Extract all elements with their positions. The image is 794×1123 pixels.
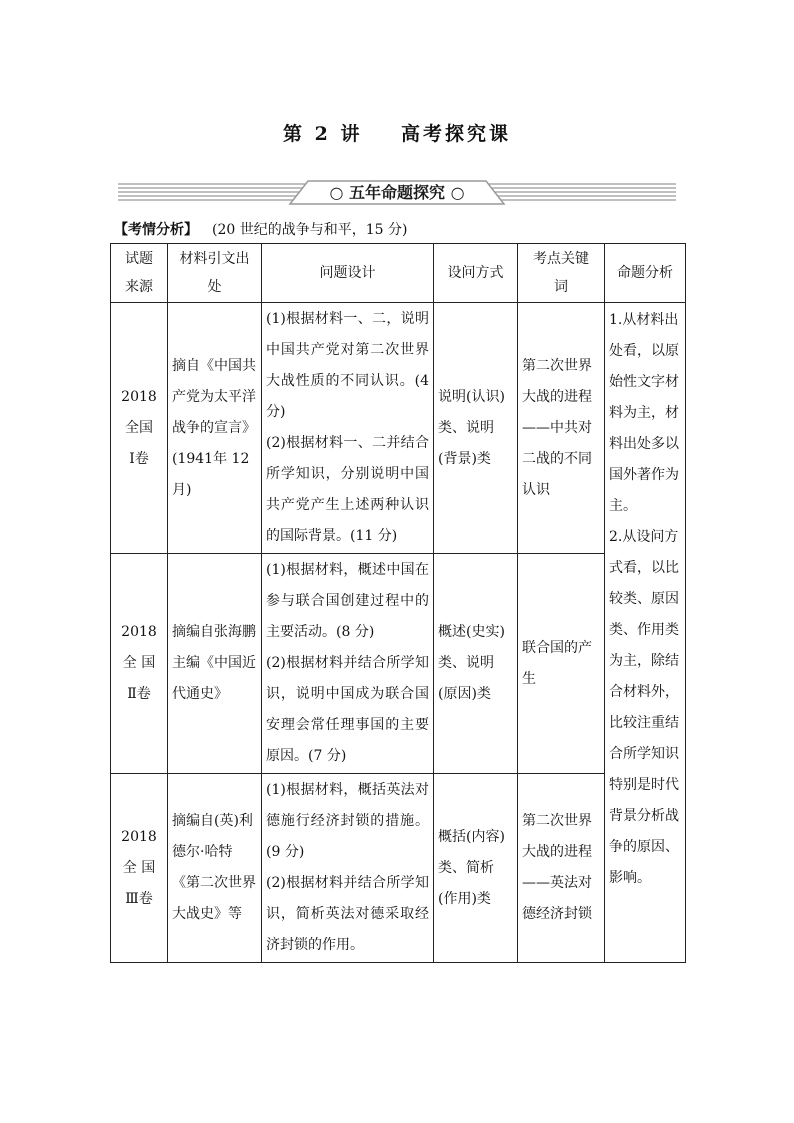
source-cell: 2018 全国 Ⅰ卷 (111, 303, 168, 554)
table-header-row (111, 244, 686, 303)
header-cell: 命题分析 (605, 244, 686, 303)
citation-cell: 摘编自(英)利德尔·哈特《第二次世界大战史》等 (168, 774, 262, 963)
table-row (111, 303, 686, 554)
citation-cell: 摘编自张海鹏主编《中国近代通史》 (168, 554, 262, 774)
banner-left-dot-icon: ○ (329, 183, 344, 202)
design-cell: (1)根据材料，概括英法对德施行经济封锁的措施。(9 分) (2)根据材料并结合所学知识，简析英法对德采取经济封锁的作用。 (262, 774, 434, 963)
exam-analysis-line (114, 219, 407, 239)
exam-analysis-text: (20 世纪的战争与和平，15 分) (212, 222, 408, 238)
analysis-cell: 1.从材料出处看，以原始性文字材料为主，材料出处多以国外著作为主。 2.从设问方式看，以比较类、原因类、作用类为主，除结合材料外，比较注重结合所学知识特别是时代背景分析战争的原因、影响。 (605, 303, 686, 963)
exam-table (110, 243, 686, 963)
table-row (111, 554, 686, 774)
keywords-cell: 第二次世界大战的进程 ——英法对德经济封锁 (518, 774, 605, 963)
header-cell: 试题 来源 (111, 244, 168, 303)
header-cell: 材料引文出 处 (168, 244, 262, 303)
page-title: 第 2 讲 高考探究课 (283, 123, 511, 145)
method-cell: 概括(内容)类、简析(作用)类 (434, 774, 518, 963)
source-cell: 2018 全 国 Ⅱ卷 (111, 554, 168, 774)
source-cell: 2018 全 国 Ⅲ卷 (111, 774, 168, 963)
keywords-cell: 第二次世界大战的进程 ——中共对二战的不同认识 (518, 303, 605, 554)
banner-title: 五年命题探究 (348, 183, 445, 202)
citation-cell: 摘自《中国共产党为太平洋战争的宣言》(1941年 12 月) (168, 303, 262, 554)
design-cell: (1)根据材料一、二，说明中国共产党对第二次世界大战性质的不同认识。(4 分) (2)根据材料一、二并结合所学知识，分别说明中国共产党产生上述两种认识的国际背景。(11 分) (262, 303, 434, 554)
keywords-cell: 联合国的产生 (518, 554, 605, 774)
header-cell: 问题设计 (262, 244, 434, 303)
design-cell: (1)根据材料，概述中国在参与联合国创建过程中的主要活动。(8 分) (2)根据材料并结合所学知识，说明中国成为联合国安理会常任理事国的主要原因。(7 分) (262, 554, 434, 774)
method-cell: 说明(认识)类、说明(背景)类 (434, 303, 518, 554)
exam-analysis-label: 【考情分析】 (114, 222, 198, 238)
table-row (111, 774, 686, 963)
section-banner (118, 180, 676, 205)
header-cell: 考点关键 词 (518, 244, 605, 303)
method-cell: 概述(史实)类、说明(原因)类 (434, 554, 518, 774)
banner-right-dot-icon: ○ (450, 183, 465, 202)
header-cell: 设问方式 (434, 244, 518, 303)
